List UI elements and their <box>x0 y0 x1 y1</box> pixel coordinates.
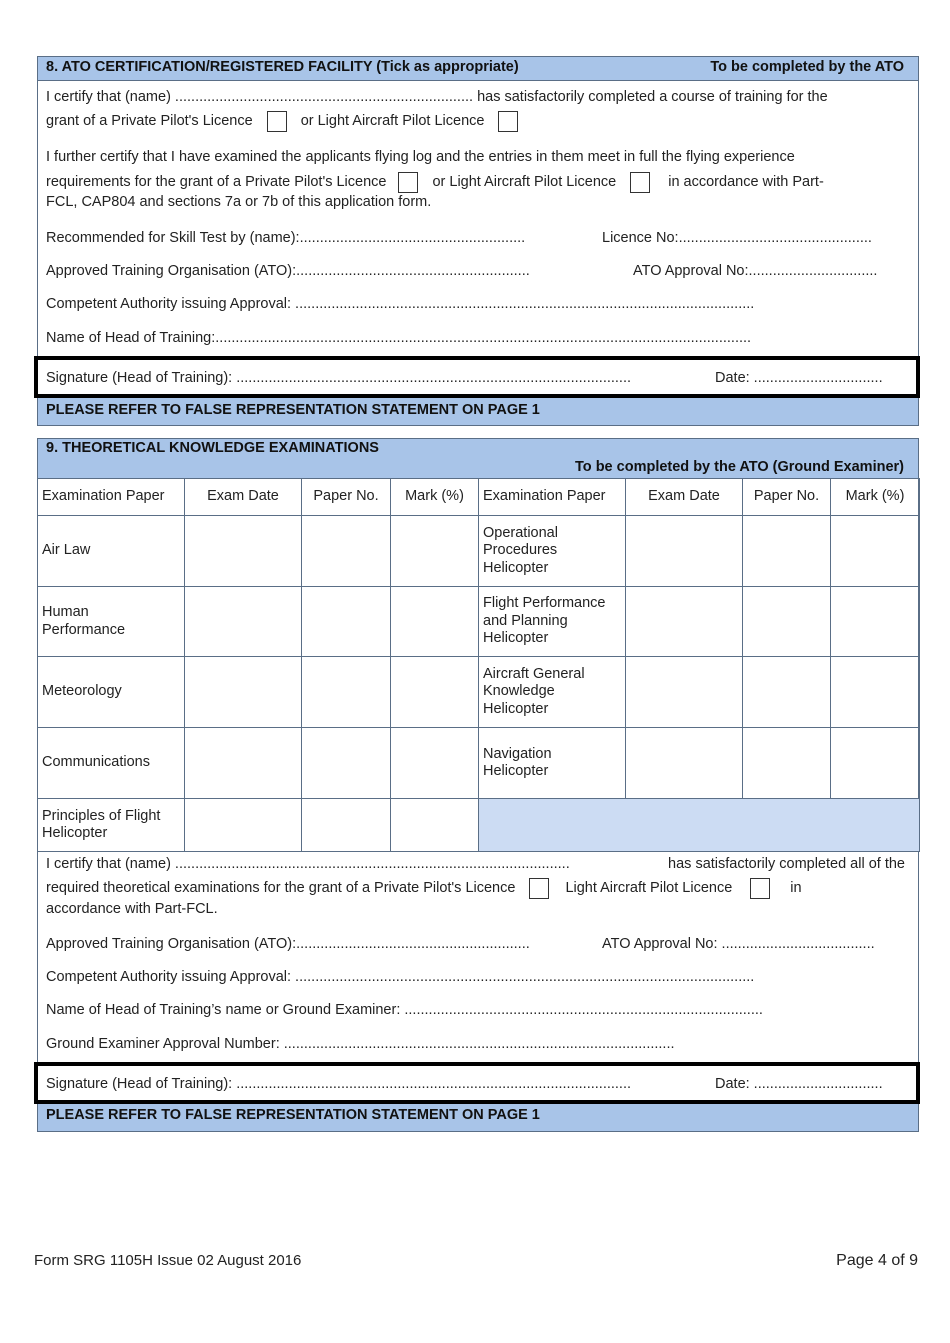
s8-further-line3: FCL, CAP804 and sections 7a or 7b of this application form. <box>46 194 432 210</box>
s8-further-ppl-checkbox[interactable] <box>398 172 418 193</box>
col-exam-paper-1: Examination Paper <box>38 479 185 516</box>
mark-cell[interactable] <box>391 516 479 587</box>
exam-date-cell[interactable] <box>626 728 743 799</box>
exam-paper-communications: Communications <box>38 728 185 799</box>
s9-certify-line3: accordance with Part-FCL. <box>46 901 218 917</box>
section-9-title: 9. THEORETICAL KNOWLEDGE EXAMINATIONS <box>46 440 379 456</box>
mark-cell[interactable] <box>831 728 920 799</box>
exam-table <box>37 478 920 852</box>
s8-certify-lapl-checkbox[interactable] <box>498 111 518 132</box>
mark-cell[interactable] <box>831 516 920 587</box>
s9-head-or-examiner-field[interactable]: Name of Head of Training’s name or Ground Examiner: ......................................................................................... <box>46 1002 763 1018</box>
exam-paper-flight-performance: Flight Performance and Planning Helicopter <box>479 587 626 657</box>
s9-lapl-label: Light Aircraft Pilot Licence <box>565 880 733 896</box>
table-row <box>38 728 920 799</box>
section-8-title: 8. ATO CERTIFICATION/REGISTERED FACILITY (Tick as appropriate) <box>46 59 519 75</box>
paper-no-cell[interactable] <box>743 657 831 728</box>
s8-signature-field[interactable]: Signature (Head of Training): .................................................................................................. <box>46 370 632 386</box>
s9-certify-line2 <box>46 877 802 899</box>
exam-paper-human-performance: Human Performance <box>38 587 185 657</box>
table-row <box>38 799 920 852</box>
s9-date-field[interactable]: Date: ................................ <box>715 1076 883 1092</box>
mark-cell[interactable] <box>391 728 479 799</box>
s9-ppl-checkbox[interactable] <box>529 878 549 899</box>
exam-paper-meteorology: Meteorology <box>38 657 185 728</box>
exam-date-cell[interactable] <box>185 516 302 587</box>
s9-false-representation: PLEASE REFER TO FALSE REPRESENTATION STATEMENT ON PAGE 1 <box>46 1107 540 1123</box>
mark-cell[interactable] <box>391 799 479 852</box>
s9-certify-line1-end: has satisfactorily completed all of the <box>668 856 905 872</box>
col-exam-date-2: Exam Date <box>626 479 743 516</box>
s8-further-lapl-checkbox[interactable] <box>630 172 650 193</box>
form-identifier: Form SRG 1105H Issue 02 August 2016 <box>34 1252 302 1269</box>
exam-date-cell[interactable] <box>626 657 743 728</box>
paper-no-cell[interactable] <box>743 728 831 799</box>
mark-cell[interactable] <box>391 657 479 728</box>
s9-ppl-label: required theoretical examinations for the grant of a Private Pilot's Licence <box>46 880 516 896</box>
paper-no-cell[interactable] <box>302 587 391 657</box>
col-mark-2: Mark (%) <box>831 479 920 516</box>
col-exam-date-1: Exam Date <box>185 479 302 516</box>
exam-paper-aircraft-general-knowledge: Aircraft General Knowledge Helicopter <box>479 657 626 728</box>
s8-further-line2 <box>46 171 824 193</box>
exam-date-cell[interactable] <box>626 587 743 657</box>
paper-no-cell[interactable] <box>302 657 391 728</box>
s9-in-label: in <box>790 880 802 896</box>
s9-certify-name-field[interactable]: I certify that (name) .................................................................................................. <box>46 856 570 872</box>
exam-date-cell[interactable] <box>626 516 743 587</box>
s8-false-representation: PLEASE REFER TO FALSE REPRESENTATION STATEMENT ON PAGE 1 <box>46 402 540 418</box>
exam-paper-operational-procedures: Operational Procedures Helicopter <box>479 516 626 587</box>
paper-no-cell[interactable] <box>743 516 831 587</box>
mark-cell[interactable] <box>831 587 920 657</box>
col-mark-1: Mark (%) <box>391 479 479 516</box>
paper-no-cell[interactable] <box>743 587 831 657</box>
page-number: Page 4 of 9 <box>836 1252 918 1269</box>
paper-no-cell[interactable] <box>302 516 391 587</box>
s8-certify-ppl-label: grant of a Private Pilot's Licence <box>46 113 253 129</box>
s8-certify-lapl-label: or Light Aircraft Pilot Licence <box>300 113 485 129</box>
exam-date-cell[interactable] <box>185 587 302 657</box>
s8-further-lapl-label: or Light Aircraft Pilot Licence <box>432 174 617 190</box>
s8-ato-approval-field[interactable]: ATO Approval No:................................ <box>633 263 878 279</box>
s9-lapl-checkbox[interactable] <box>750 878 770 899</box>
s9-examiner-approval-field[interactable]: Ground Examiner Approval Number: ................................................................................................. <box>46 1036 675 1052</box>
s8-competent-authority-field[interactable]: Competent Authority issuing Approval: .................................................................................................................. <box>46 296 755 312</box>
table-row <box>38 516 920 587</box>
col-exam-paper-2: Examination Paper <box>479 479 626 516</box>
s8-ato-field[interactable]: Approved Training Organisation (ATO):.......................................................... <box>46 263 530 279</box>
s8-certify-line2 <box>46 110 526 132</box>
s9-ato-field[interactable]: Approved Training Organisation (ATO):.......................................................... <box>46 936 530 952</box>
s8-further-line1: I further certify that I have examined the applicants flying log and the entries in them meet in full the flying experience <box>46 149 795 165</box>
s8-certify-ppl-checkbox[interactable] <box>267 111 287 132</box>
s9-signature-field[interactable]: Signature (Head of Training): .................................................................................................. <box>46 1076 632 1092</box>
exam-date-cell[interactable] <box>185 657 302 728</box>
exam-paper-principles-of-flight: Principles of Flight Helicopter <box>38 799 185 852</box>
paper-no-cell[interactable] <box>302 799 391 852</box>
s9-competent-authority-field[interactable]: Competent Authority issuing Approval: .................................................................................................................. <box>46 969 755 985</box>
paper-no-cell[interactable] <box>302 728 391 799</box>
s8-further-partfcl: in accordance with Part- <box>668 174 824 190</box>
exam-date-cell[interactable] <box>185 799 302 852</box>
exam-paper-navigation: Navigation Helicopter <box>479 728 626 799</box>
empty-shaded-cell <box>479 799 920 852</box>
s8-date-field[interactable]: Date: ................................ <box>715 370 883 386</box>
table-row <box>38 587 920 657</box>
exam-date-cell[interactable] <box>185 728 302 799</box>
s8-head-of-training-field[interactable]: Name of Head of Training:..................................................................................................................................... <box>46 330 752 346</box>
s8-recommended-field[interactable]: Recommended for Skill Test by (name):........................................................ <box>46 230 526 246</box>
mark-cell[interactable] <box>831 657 920 728</box>
exam-table-header-row <box>38 479 920 516</box>
s8-further-ppl-label: requirements for the grant of a Private Pilot's Licence <box>46 174 387 190</box>
s8-certify-line1: I certify that (name) .......................................................................... has satisfactorily completed a course of training for the <box>46 89 828 105</box>
section-9-completed-by: To be completed by the ATO (Ground Examiner) <box>575 459 904 475</box>
col-paper-no-1: Paper No. <box>302 479 391 516</box>
s9-ato-approval-field[interactable]: ATO Approval No: ...................................... <box>602 936 875 952</box>
col-paper-no-2: Paper No. <box>743 479 831 516</box>
section-8-completed-by: To be completed by the ATO <box>710 59 904 75</box>
mark-cell[interactable] <box>391 587 479 657</box>
table-row <box>38 657 920 728</box>
s8-licence-no-field[interactable]: Licence No:................................................ <box>602 230 872 246</box>
exam-paper-air-law: Air Law <box>38 516 185 587</box>
